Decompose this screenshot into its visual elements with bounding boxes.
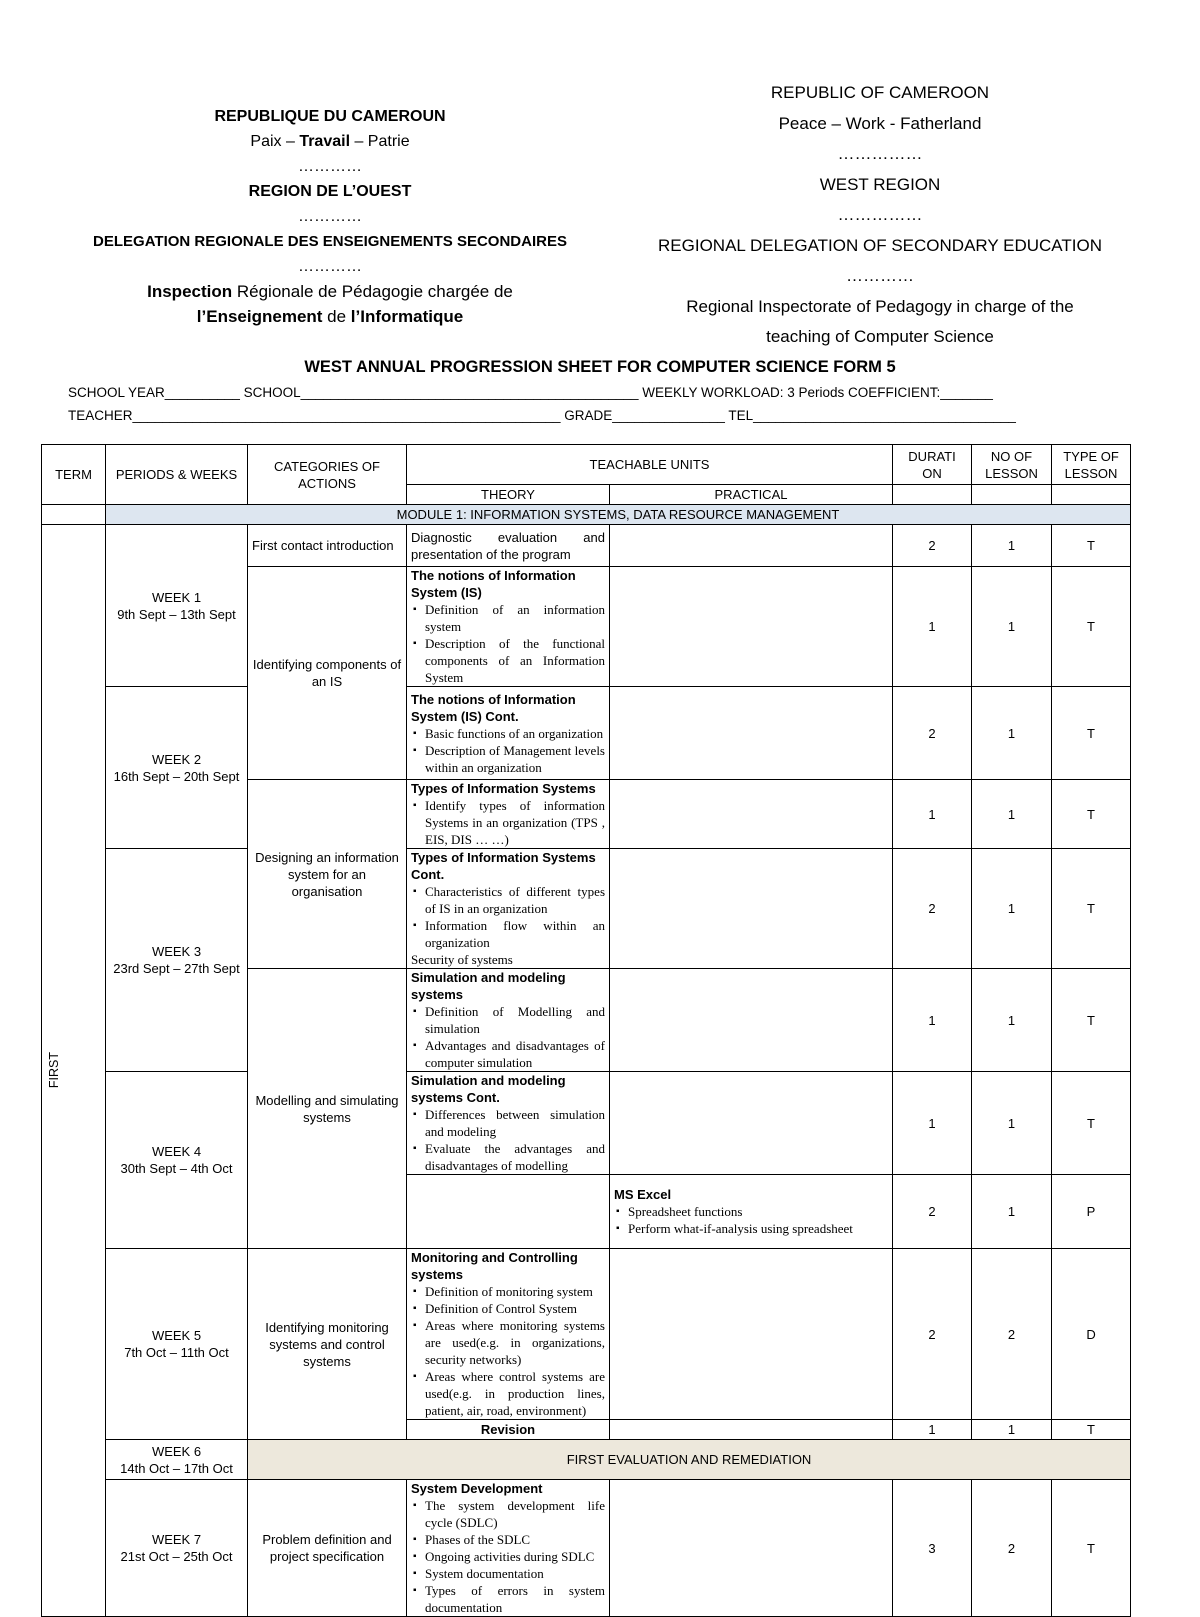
theory-cell (407, 1175, 610, 1249)
week-7 (106, 1480, 248, 1617)
unit-heading: Simulation and modeling systems Cont. (411, 1073, 566, 1105)
enseignement-word: l’Enseignement (196, 307, 323, 326)
practical-cell (610, 525, 893, 567)
week-dates: 16th Sept – 20th Sept (113, 768, 240, 784)
week-4 (106, 1072, 248, 1249)
unit-item: ▪ System documentation (425, 1565, 605, 1582)
type-cell: T (1052, 567, 1131, 687)
week-dates: 7th Oct – 11th Oct (124, 1345, 229, 1360)
theory-cell (407, 1480, 610, 1617)
category-first-contact: First contact introduction (248, 525, 407, 567)
lessons-cell: 1 (972, 1175, 1052, 1249)
de-word: de (322, 307, 351, 326)
unit-item: ▪ Types of errors in system documentation (425, 1582, 605, 1616)
week-dates: 14th Oct – 17th Oct (120, 1460, 233, 1476)
empty-cell (1052, 485, 1131, 505)
lessons-cell: 1 (972, 525, 1052, 567)
practical-cell (610, 1072, 893, 1175)
practical-heading: MS Excel (614, 1187, 672, 1202)
week-1 (106, 525, 248, 687)
header-french (40, 104, 620, 329)
practical-cell (610, 780, 893, 849)
week-label: WEEK 7 (151, 1532, 202, 1547)
document-title: WEST ANNUAL PROGRESSION SHEET FOR COMPUTER SCIENCE FORM 5 (304, 358, 896, 376)
unit-heading: The notions of Information System (IS) (411, 568, 576, 600)
type-cell: D (1052, 1249, 1131, 1420)
practical-cell (610, 1480, 893, 1617)
duration-cell: 1 (893, 1072, 972, 1175)
unit-item: ▪ Definition of Modelling and simulation (425, 1003, 605, 1037)
duration-cell: 1 (893, 969, 972, 1072)
unit-item: ▪ Definition of monitoring system (425, 1283, 605, 1300)
practical-cell (610, 1249, 893, 1420)
unit-item: ▪ Information flow within an organization (425, 917, 605, 951)
separator: …………… (837, 144, 923, 163)
lessons-cell: 1 (972, 780, 1052, 849)
type-cell: P (1052, 1175, 1131, 1249)
duration-cell: 1 (893, 1420, 972, 1440)
header-periods: PERIODS & WEEKS (106, 445, 248, 505)
header-type: TYPE OF LESSON (1052, 445, 1131, 485)
week-6 (106, 1440, 248, 1480)
unit-item: ▪ Differences between simulation and modeling (425, 1106, 605, 1140)
theory-cell (407, 1249, 610, 1420)
lessons-cell: 1 (972, 849, 1052, 969)
inspectorate-en-line1: Regional Inspectorate of Pedagogy in charge of the (686, 296, 1074, 316)
lessons-cell: 2 (972, 1249, 1052, 1420)
category-problem-definition: Problem definition and project specification (248, 1480, 407, 1617)
week-dates: 9th Sept – 13th Sept (117, 606, 236, 622)
lessons-cell: 2 (972, 1480, 1052, 1617)
lessons-cell: 1 (972, 567, 1052, 687)
region-fr: REGION DE L’OUEST (248, 183, 412, 200)
separator: ………… (846, 266, 914, 285)
revision-cell: Revision (407, 1420, 610, 1440)
type-cell: T (1052, 1072, 1131, 1175)
inspection-rest: Régionale de Pédagogie chargée de (232, 282, 513, 301)
inspection-fr-line1 (40, 279, 620, 304)
week-label: WEEK 3 (151, 944, 202, 959)
theory-cell (407, 567, 610, 687)
duration-cell: 3 (893, 1480, 972, 1617)
unit-item: ▪ Description of the functional components of an Information System (425, 635, 605, 686)
week-3 (106, 849, 248, 1072)
term-label: FIRST (47, 1052, 61, 1089)
motto-patrie: – Patrie (350, 133, 410, 150)
type-cell: T (1052, 780, 1131, 849)
week-label: WEEK 4 (151, 1144, 202, 1159)
theory-cell (407, 780, 610, 849)
type-cell: T (1052, 969, 1131, 1072)
practical-cell (610, 687, 893, 780)
unit-item: ▪ Areas where monitoring systems are used(e.g. in organizations, security networks) (425, 1317, 605, 1368)
practical-cell (610, 1420, 893, 1440)
lessons-cell: 1 (972, 1420, 1052, 1440)
inspectorate-en-line2: teaching of Computer Science (766, 327, 994, 346)
empty-cell (893, 485, 972, 505)
info-line-school: SCHOOL YEAR__________ SCHOOL_____________________________________________ WEEKLY WORKLOAD: 3 Periods COEFFICIENT:_______ (68, 385, 993, 400)
practical-cell (610, 1175, 893, 1249)
evaluation-row: FIRST EVALUATION AND REMEDIATION (248, 1440, 1131, 1480)
unit-heading: Monitoring and Controlling systems (411, 1250, 578, 1282)
week-label: WEEK 5 (151, 1328, 202, 1343)
duration-cell: 2 (893, 687, 972, 780)
header-lessons: NO OF LESSON (972, 445, 1052, 485)
unit-item: ▪ Definition of an information system (425, 601, 605, 635)
delegation-fr: DELEGATION REGIONALE DES ENSEIGNEMENTS SECONDAIRES (93, 233, 567, 250)
lessons-cell: 1 (972, 969, 1052, 1072)
category-designing-is: Designing an information system for an organisation (248, 780, 407, 969)
category-modelling: Modelling and simulating systems (248, 969, 407, 1249)
type-cell: T (1052, 1420, 1131, 1440)
informatique-word: l’Informatique (350, 307, 464, 326)
progression-table (41, 444, 1131, 1617)
inspection-word: Inspection (147, 282, 233, 301)
practical-cell (610, 849, 893, 969)
unit-heading: The notions of Information System (IS) Cont. (411, 691, 576, 724)
unit-item: ▪ Identify types of information Systems in an organization (TPS , EIS, DIS … …) (425, 797, 605, 848)
duration-cell: 2 (893, 1249, 972, 1420)
motto-en: Peace – Work - Fatherland (778, 113, 982, 133)
empty-cell (42, 505, 106, 525)
info-line-teacher: TEACHER_________________________________________________________ GRADE_______________ TEL___________________________________ (68, 408, 1016, 423)
theory-cell (407, 969, 610, 1072)
week-dates: 30th Sept – 4th Oct (120, 1161, 233, 1176)
unit-heading: Simulation and modeling systems (411, 970, 566, 1002)
type-cell: T (1052, 849, 1131, 969)
header-categories: CATEGORIES OF ACTIONS (248, 445, 407, 505)
unit-item: ▪ Characteristics of different types of IS in an organization (425, 883, 605, 917)
unit-heading: Types of Information Systems Cont. (411, 850, 596, 882)
separator: ………… (298, 208, 362, 225)
unit-item: ▪ Areas where control systems are used(e.g. in production lines, patient, air, road, environment) (425, 1368, 605, 1419)
separator: ………… (298, 258, 362, 275)
unit-item: ▪ The system development life cycle (SDLC) (425, 1497, 605, 1531)
unit-item: ▪ Phases of the SDLC (425, 1531, 605, 1548)
region-en: WEST REGION (819, 174, 941, 194)
unit-heading: System Development (411, 1481, 543, 1496)
unit-heading: Types of Information Systems (411, 781, 596, 796)
type-cell: T (1052, 1480, 1131, 1617)
empty-cell (972, 485, 1052, 505)
duration-cell: 1 (893, 780, 972, 849)
header-term: TERM (42, 445, 106, 505)
practical-cell (610, 567, 893, 687)
header-theory: THEORY (407, 485, 610, 505)
country-en: REPUBLIC OF CAMEROON (770, 83, 990, 102)
theory-cell (407, 1072, 610, 1175)
header-practical: PRACTICAL (610, 485, 893, 505)
motto-fr (40, 129, 620, 154)
motto-travail: Travail (299, 133, 351, 150)
unit-item: ▪ Evaluate the advantages and disadvantages of modelling (425, 1140, 605, 1174)
module-row: MODULE 1: INFORMATION SYSTEMS, DATA RESOURCE MANAGEMENT (106, 505, 1131, 525)
unit-item: ▪ Basic functions of an organization (425, 725, 605, 742)
category-identifying-components: Identifying components of an IS (248, 567, 407, 780)
practical-cell (610, 969, 893, 1072)
unit-item: ▪ Advantages and disadvantages of computer simulation (425, 1037, 605, 1071)
lessons-cell: 1 (972, 687, 1052, 780)
practical-item: ▪ Spreadsheet functions (628, 1203, 888, 1220)
theory-cell (407, 687, 610, 780)
type-cell: T (1052, 525, 1131, 567)
delegation-en: REGIONAL DELEGATION OF SECONDARY EDUCATION (658, 235, 1102, 255)
header-teachable-units: TEACHABLE UNITS (407, 445, 893, 485)
duration-cell: 2 (893, 849, 972, 969)
theory-cell (407, 849, 610, 969)
week-dates: 23rd Sept – 27th Sept (113, 961, 240, 976)
week-label: WEEK 2 (151, 751, 202, 767)
week-dates: 21st Oct – 25th Oct (120, 1549, 233, 1564)
duration-cell: 2 (893, 1175, 972, 1249)
week-label: WEEK 1 (151, 589, 202, 605)
week-5 (106, 1249, 248, 1440)
unit-item: ▪ Definition of Control System (425, 1300, 605, 1317)
unit-item: ▪ Description of Management levels within an organization (425, 742, 605, 776)
term-cell (42, 525, 106, 1617)
header-duration: DURATI ON (893, 445, 972, 485)
unit-item: ▪ Ongoing activities during SDLC (425, 1548, 605, 1565)
header-english (600, 78, 1160, 353)
type-cell: T (1052, 687, 1131, 780)
lessons-cell: 1 (972, 1072, 1052, 1175)
practical-item: ▪ Perform what-if-analysis using spreadsheet (628, 1220, 888, 1237)
duration-cell: 1 (893, 567, 972, 687)
inspection-fr-line2 (40, 304, 620, 329)
separator: ………… (298, 158, 362, 175)
category-monitoring: Identifying monitoring systems and control systems (248, 1249, 407, 1440)
week-2 (106, 687, 248, 849)
week-label: WEEK 6 (151, 1443, 202, 1459)
motto-paix: Paix – (250, 133, 300, 150)
country-fr: REPUBLIQUE DU CAMEROUN (214, 108, 446, 125)
duration-cell: 2 (893, 525, 972, 567)
theory-cell: Diagnostic evaluation and presentation of the program (407, 525, 610, 567)
separator: …………… (837, 205, 923, 224)
unit-extra: Security of systems (411, 952, 513, 967)
